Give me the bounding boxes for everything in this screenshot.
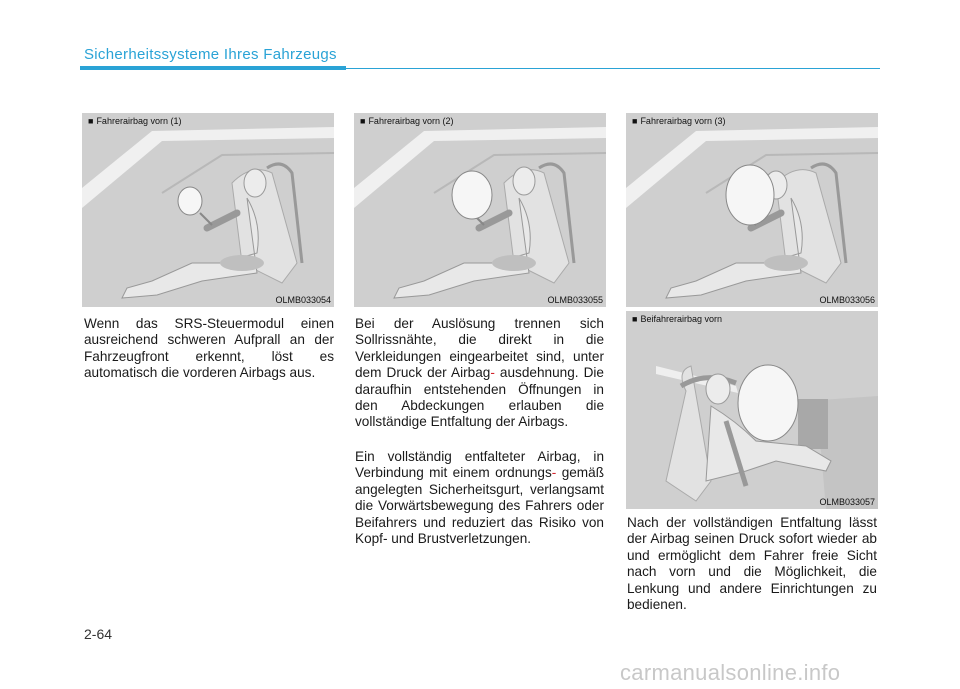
paragraph-text: gemäß angelegten Sicherheitsgurt, verlangsamt die Vorwärtsbewegung des Fahrers oder Beifahrers und reduziert das Risiko von Kopf- und Brustverletzungen. [355, 465, 604, 547]
paragraph-text: Nach der vollständigen Entfaltung lässt der Airbag seinen Druck sofort wieder ab und ermöglicht dem Fahrer freie Sicht nach vorn und die Möglichkeit, die Lenkung und andere Einrichtungen zu bedienen. [627, 515, 877, 613]
hyphen-mark: - [551, 465, 557, 481]
figure-caption-text: Fahrerairbag vorn (1) [96, 116, 182, 126]
section-title: Sicherheitssysteme Ihres Fahrzeugs [84, 46, 337, 63]
figure-caption-text: Beifahrerairbag vorn [640, 314, 722, 324]
figure-code: OLMB033054 [275, 295, 331, 305]
page-number: 2-64 [84, 626, 113, 642]
caption-bullet: ■ [88, 116, 94, 126]
header-rule-thin [346, 68, 880, 69]
paragraph-deceleration [355, 449, 604, 547]
airbag-shape-2 [354, 113, 606, 307]
figure-caption [88, 116, 181, 126]
figure-caption [632, 314, 722, 324]
caption-bullet: ■ [360, 116, 366, 126]
hyphen-mark: - [490, 365, 495, 381]
paragraph-text: Wenn das SRS-Steuermodul einen ausreichend schweren Aufprall an der Fahrzeugfront erkennt, löst es automatisch die vorderen Airbags aus. [84, 316, 334, 381]
figure-caption-text: Fahrerairbag vorn (3) [640, 116, 726, 126]
airbag-shape-1 [82, 113, 334, 307]
paragraph-text: Bei der Auslösung trennen sich Sollrissnähte, die direkt in die Verkleidungen eingearbeitet sind, unter dem Druck der Airbag [355, 316, 604, 381]
paragraph-deflation [627, 515, 877, 613]
header-rule-thick [80, 66, 346, 70]
figure-driver-airbag-2 [354, 113, 606, 307]
figure-driver-airbag-3 [626, 113, 878, 307]
figure-caption [632, 116, 725, 126]
figure-code: OLMB033055 [547, 295, 603, 305]
figure-code: OLMB033057 [819, 497, 875, 507]
figure-passenger-airbag [626, 311, 878, 509]
caption-bullet: ■ [632, 314, 638, 324]
paragraph-seams [355, 316, 604, 431]
figure-code: OLMB033056 [819, 295, 875, 305]
watermark: carmanualsonline.info [620, 660, 841, 685]
paragraph-text: ausdehnung. Die daraufhin entstehenden Öffnungen in den Abdeckungen erlauben die vollständige Entfaltung der Airbags. [355, 365, 604, 430]
airbag-shape-3 [626, 113, 878, 307]
caption-bullet: ■ [632, 116, 638, 126]
figure-driver-airbag-1 [82, 113, 334, 307]
figure-caption-text: Fahrerairbag vorn (2) [368, 116, 454, 126]
airbag-shape-4 [626, 311, 878, 509]
paragraph-trigger [84, 316, 334, 382]
paragraph-text: Ein vollständig entfalteter Airbag, in Verbindung mit einem ordnungs [355, 449, 604, 481]
figure-caption [360, 116, 453, 126]
